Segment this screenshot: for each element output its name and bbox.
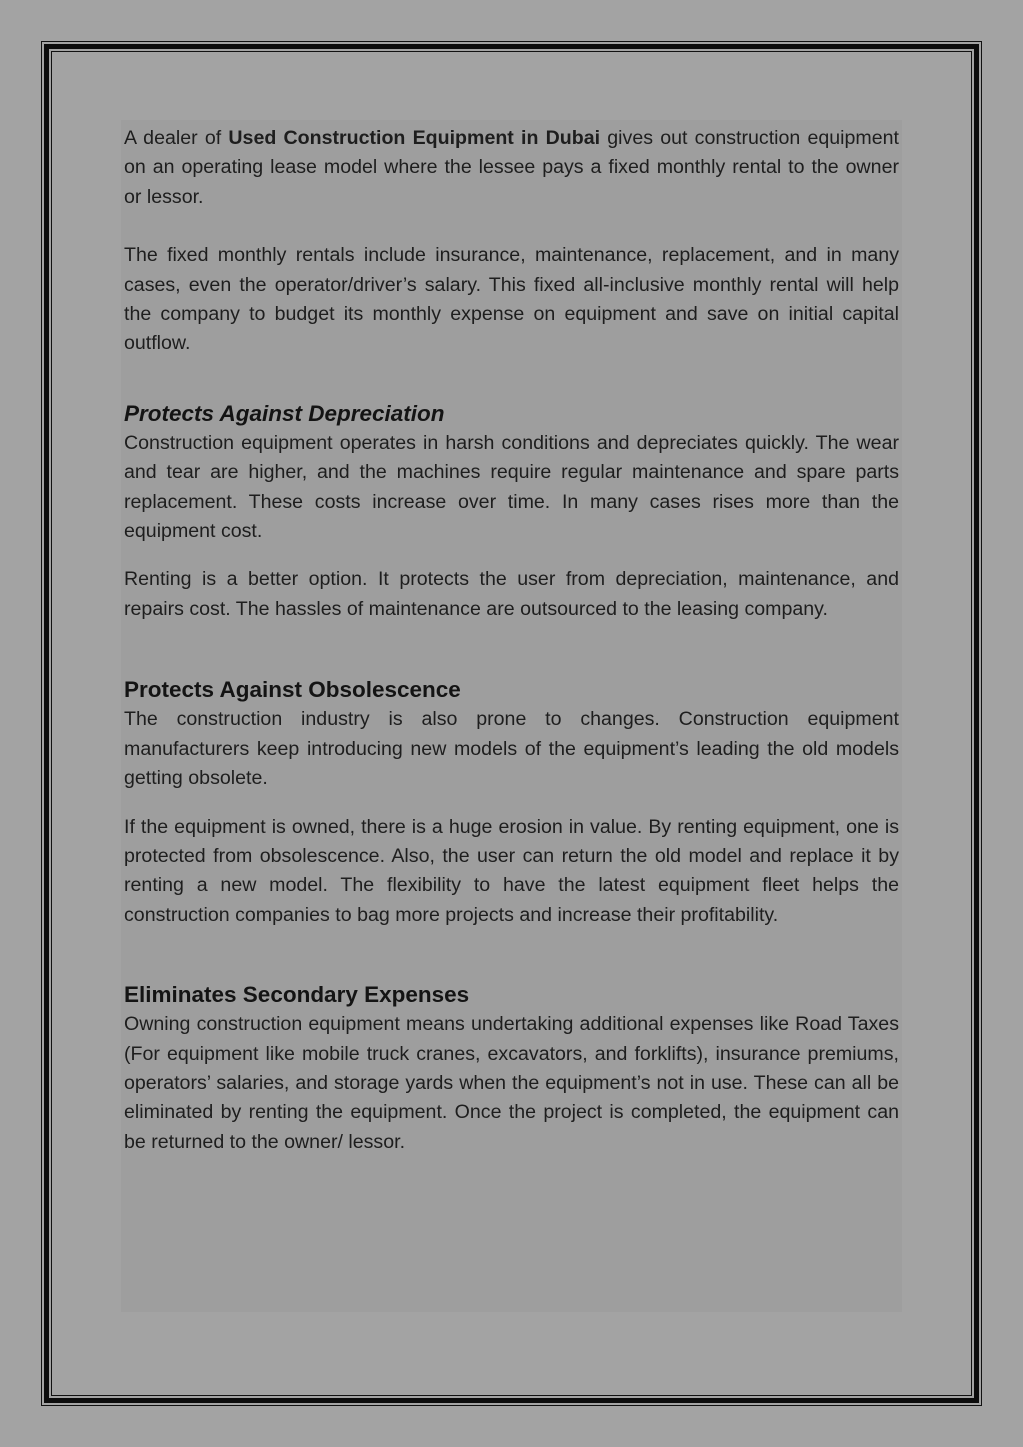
depreciation-paragraph-2: Renting is a better option. It protects the user from depreciation, maintenance, and repairs cost. The hassles of maintenance are outsourced to the leasing company. xyxy=(124,568,899,620)
depreciation-paragraph-1: Construction equipment operates in harsh conditions and depreciates quickly. The wear and tear are higher, and the machines require regular maintenance and spare parts replacement. These costs increase over time. In many cases rises more than the equipment cost. xyxy=(124,431,899,543)
heading-obsolescence: Protects Against Obsolescence xyxy=(124,677,461,703)
obsolescence-paragraph-2: If the equipment is owned, there is a huge erosion in value. By renting equipment, one is protected from obsolescence. Also, the user can return the old model and replace it by renting a new model. The flexibility to have the latest equipment fleet helps the construction companies to bag more projects and increase their profitability. xyxy=(124,815,899,926)
intro-text-prefix: A dealer of xyxy=(124,127,229,149)
heading-depreciation: Protects Against Depreciation xyxy=(124,400,445,426)
intro-text-suffix: gives out construction equipment on an operating lease model where the lessee pays a fixed monthly rental to the owner or lessor. xyxy=(124,127,899,208)
intro-paragraph-2: The fixed monthly rentals include insurance, maintenance, replacement, and in many cases, even the operator/driver’s salary. This fixed all-inclusive monthly rental will help the company to budget its monthly expense on equipment and save on initial capital outflow. xyxy=(124,244,899,355)
dealer-keyword-link[interactable]: Used Construction Equipment in Dubai xyxy=(228,127,601,149)
document-body xyxy=(124,124,899,1157)
heading-secondary-expenses: Eliminates Secondary Expenses xyxy=(124,982,470,1008)
secondary-expenses-paragraph: Owning construction equipment means undertaking additional expenses like Road Taxes (For equipment like mobile truck cranes, excavators, and forklifts), insurance premiums, operators’ salaries, and storage yards when the equipment’s not in use. These can all be eliminated by renting the equipment. Once the project is completed, the equipment can be returned to the owner/ lessor. xyxy=(124,1013,899,1153)
obsolescence-paragraph-1: The construction industry is also prone to changes. Construction equipment manufacturers keep introducing new models of the equipment’s leading the old models getting obsolete. xyxy=(124,708,899,790)
intro-paragraph-1 xyxy=(124,124,899,212)
